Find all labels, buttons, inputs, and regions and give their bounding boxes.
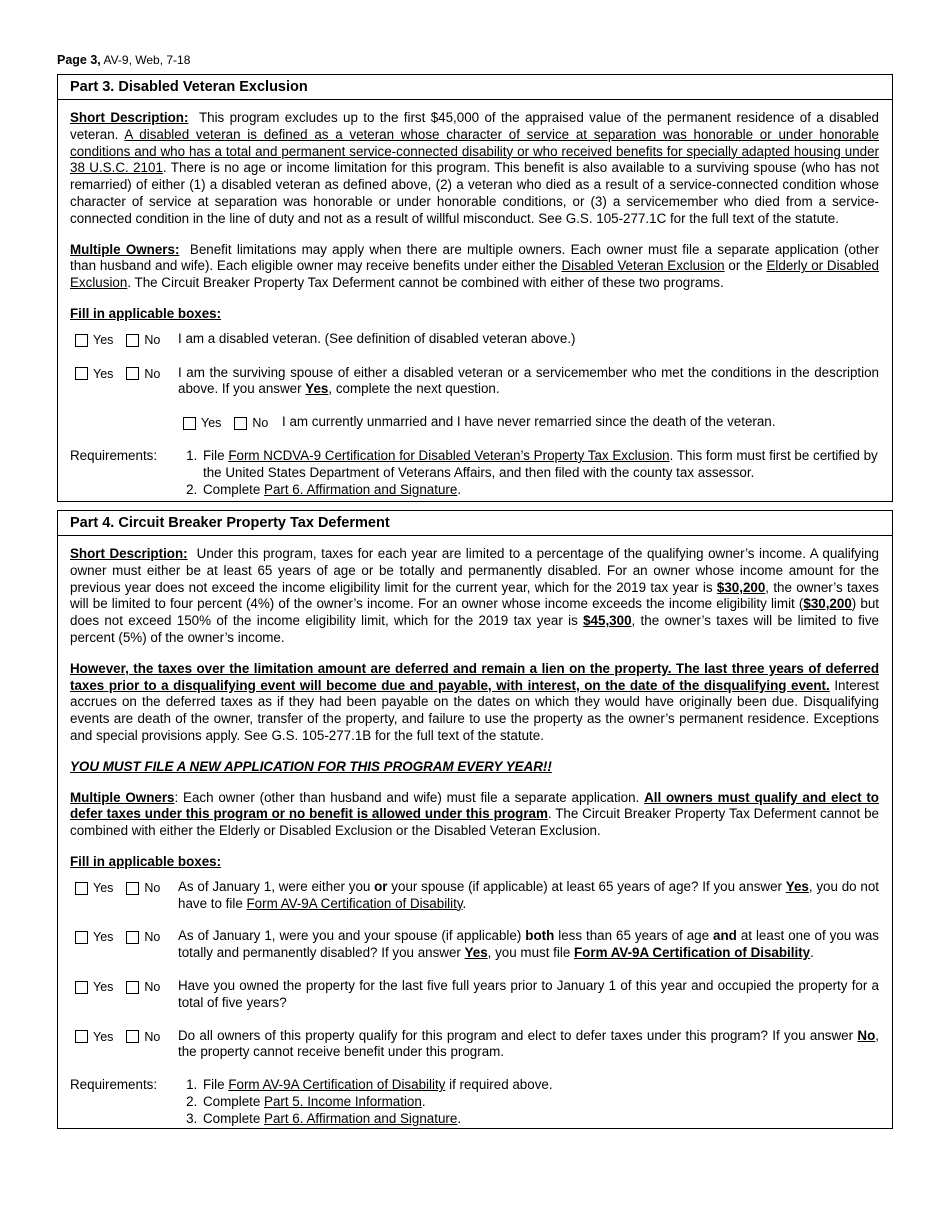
text: . The Circuit Breaker Property Tax Deferment cannot be combined with either the Elderly or Disabled Exclusion or the Disabled Veteran Exclusion. (70, 806, 879, 839)
question-text: I am a disabled veteran. (See definition of disabled veteran above.) (178, 330, 576, 346)
page-number: Page 3, (57, 53, 101, 67)
part4-title: Part 4. Circuit Breaker Property Tax Deferment (58, 511, 892, 536)
requirement-item (201, 1094, 879, 1111)
text: your spouse (if applicable) at least 65 years of age? If you answer (387, 878, 786, 894)
part4-fill-label: Fill in applicable boxes: (70, 853, 222, 869)
part3-question-unmarried (178, 414, 879, 432)
part3-fill-label: Fill in applicable boxes: (70, 305, 222, 321)
requirement-item (201, 448, 879, 482)
requirements-label: Requirements: (70, 1077, 158, 1093)
income-limit-amount: $30,200 (716, 579, 766, 595)
p3q1-yes-checkbox[interactable] (75, 334, 88, 347)
text: As of January 1, were you and your spouse (if applicable) (178, 928, 526, 944)
yes-label: Yes (93, 979, 114, 994)
no-label: No (144, 930, 161, 945)
short-description-label: Short Description: (70, 546, 188, 561)
text: , complete the next question. (328, 381, 500, 397)
part3-multiple-owners (70, 242, 879, 292)
yes-label: Yes (93, 332, 114, 347)
short-description-text-2: . There is no age or income limitation for this program. This benefit is also available to a surviving spouse (who has not remarried) of either (1) a disabled veteran as defined above, (2) a veteran who died as a result of a service-connected condition whose character of service at separation was honorable or under honorable conditions, or (3) a servicemember who died from a service-connected condition in the line of duty and not as a result of willful misconduct. See G.S. 105-277.1C for the full text of the statute. (70, 160, 879, 226)
question-text (178, 928, 879, 962)
no-emphasis: No (857, 1027, 876, 1043)
text: . (421, 1093, 426, 1109)
multiple-owners-label: Multiple Owners: (70, 241, 180, 257)
yes-label: Yes (93, 1029, 114, 1044)
part4-annual-filing-notice (70, 759, 879, 776)
part4-deferral-warning (70, 661, 879, 745)
text: Under this program, taxes for each year are limited to a percentage of the qualifying owner’s income. A qualifying owner must either be at least 65 years of age or be totally and permanently disabled. For an owner whose income amount for the previous year does not exceed the income eligibility limit for the current year, which for the 2019 tax year is (70, 546, 879, 595)
no-label: No (144, 979, 161, 994)
text: both (525, 928, 555, 944)
multiple-owners-text-3: . The Circuit Breaker Property Tax Deferment cannot be combined with either of these two programs. (127, 275, 724, 291)
part4-question-age (70, 879, 879, 913)
part4-multiple-owners (70, 790, 879, 840)
part5-link[interactable]: Part 5. Income Information (264, 1093, 422, 1109)
text: Interest accrues on the deferred taxes as if they had been payable on the dates on which they would have originally been due. Disqualifying events are death of the owner, transfer of the property, and failure to use the property as the owner’s permanent residence. Exceptions and special provisions apply. See G.S. 105-277.1B for the full text of the statute. (70, 677, 879, 743)
question-text (178, 365, 879, 399)
text: . (457, 481, 462, 497)
part6-link[interactable]: Part 6. Affirmation and Signature (264, 481, 458, 497)
p3q3-yes-checkbox[interactable] (183, 417, 196, 430)
no-label: No (144, 366, 161, 381)
text: : Each owner (other than husband and wife) must file a separate application. (174, 789, 645, 805)
yes-emphasis: Yes (785, 878, 809, 894)
p4q2-no-checkbox[interactable] (126, 931, 139, 944)
no-label: No (252, 416, 269, 431)
part3-question-surviving-spouse (70, 365, 879, 399)
yes-label: Yes (93, 880, 114, 895)
text: I am the surviving spouse of either a disabled veteran or a servicemember who met the conditions in the description above. If you answer (178, 364, 879, 397)
text: As of January 1, were either you (178, 878, 375, 894)
part4-requirements (70, 1077, 879, 1127)
p4q1-yes-checkbox[interactable] (75, 882, 88, 895)
deferral-warning-bold: However, the taxes over the limitation amount are deferred and remain a lien on the property. The last three years of deferred taxes prior to a disqualifying event will become due and payable, with interest, on the date of the disqualifying event. (70, 660, 879, 693)
question-text (178, 879, 879, 913)
upper-limit-amount: $45,300 (583, 613, 632, 629)
text: File (203, 1077, 229, 1093)
text: Complete (203, 1093, 265, 1109)
text: File (203, 447, 229, 463)
requirement-item (201, 1111, 879, 1128)
p4q4-yes-checkbox[interactable] (75, 1030, 88, 1043)
part4-question-all-owners (70, 1028, 879, 1062)
yes-label: Yes (93, 930, 114, 945)
part3-short-description (70, 110, 879, 228)
elderly-disabled-exclusion-link[interactable]: Elderly or Disabled Exclusion (70, 258, 880, 291)
disabled-veteran-exclusion-link[interactable]: Disabled Veteran Exclusion (561, 258, 725, 274)
av-9a-form-link[interactable]: Form AV-9A Certification of Disability (228, 1077, 446, 1093)
text: if required above. (445, 1077, 553, 1093)
requirement-item (201, 482, 879, 499)
short-description-text: This program excludes up to the first $45,000 of the appraised value of the permanent residence of a disabled veteran. (70, 110, 880, 142)
no-label: No (144, 332, 161, 347)
text: . This form must first be certified by the United States Department of Veterans Affairs, and then filed with the county tax assessor. (203, 447, 878, 480)
multiple-owners-text: Benefit limitations may apply when there are multiple owners. Each owner must file a separate application (other than husband and wife). Each eligible owner may receive benefits under either the (70, 241, 879, 274)
text: less than 65 years of age (554, 928, 714, 944)
all-owners-notice: All owners must qualify and elect to defer taxes under this program or no benefit is allowed under this program (70, 789, 879, 822)
text: or (374, 878, 388, 894)
disabled-veteran-definition: A disabled veteran is defined as a veteran whose character of service at separation was honorable or under honorable conditions and who has a total and permanent service-connected disability or who received benefits for specially adapted housing under 38 U.S.C. 2101 (70, 126, 879, 176)
text: , you do not have to file (178, 878, 879, 911)
yes-label: Yes (201, 416, 222, 431)
question-text: I am currently unmarried and I have never remarried since the death of the veteran. (282, 414, 776, 430)
form-meta: AV-9, Web, 7-18 (103, 53, 191, 67)
p3q2-yes-checkbox[interactable] (75, 367, 88, 380)
p3q1-no-checkbox[interactable] (126, 334, 139, 347)
p4q3-yes-checkbox[interactable] (75, 981, 88, 994)
p4q1-no-checkbox[interactable] (126, 882, 139, 895)
p3q2-no-checkbox[interactable] (126, 367, 139, 380)
text: . (457, 1110, 462, 1126)
part3-requirements (70, 448, 879, 498)
income-limit-amount: $30,200 (803, 596, 852, 612)
part4-section (57, 510, 893, 1129)
yes-emphasis: Yes (464, 945, 488, 961)
text: , the owner’s taxes will be limited to five percent (5%) of the owner’s income. (70, 613, 879, 645)
requirements-label: Requirements: (70, 447, 158, 463)
text: . (810, 945, 814, 961)
question-text (178, 1028, 879, 1062)
p4q3-no-checkbox[interactable] (126, 981, 139, 994)
text: Complete (203, 1110, 265, 1126)
part3-section (57, 74, 893, 502)
p3q3-no-checkbox[interactable] (234, 417, 247, 430)
multiple-owners-label: Multiple Owners (70, 789, 175, 805)
p4q4-no-checkbox[interactable] (126, 1030, 139, 1043)
text: , you must file (487, 945, 574, 961)
yes-label: Yes (93, 366, 114, 381)
no-label: No (144, 880, 161, 895)
requirement-item (201, 1077, 879, 1094)
part4-question-ownership (70, 978, 879, 1012)
av-9a-form-link[interactable]: Form AV-9A Certification of Disability (246, 895, 463, 911)
p4q2-yes-checkbox[interactable] (75, 931, 88, 944)
av-9a-form-link[interactable]: Form AV-9A Certification of Disability (574, 945, 811, 961)
text: Do all owners of this property qualify for this program and elect to defer taxes under this program? If you answer (178, 1027, 858, 1043)
page-header (57, 53, 190, 67)
part4-question-disability (70, 928, 879, 962)
text: , the property cannot receive benefit under this program. (178, 1027, 879, 1060)
annual-filing-notice: YOU MUST FILE A NEW APPLICATION FOR THIS PROGRAM EVERY YEAR!! (70, 758, 552, 774)
text: , the owner’s taxes will be limited to four percent (4%) of the owner’s income. For an owner whose income exceeds the income eligibility limit ( (70, 579, 879, 612)
text: ) but does not exceed 150% of the income eligibility limit, which for the 2019 tax year is (70, 596, 880, 629)
short-description-label: Short Description: (70, 110, 189, 125)
text: Complete (203, 481, 265, 497)
multiple-owners-text-2: or the (724, 258, 767, 274)
text: at least one of you was totally and permanently disabled? If you answer (178, 928, 879, 961)
text: and (713, 928, 737, 944)
part3-title: Part 3. Disabled Veteran Exclusion (58, 75, 892, 100)
part4-short-description (70, 546, 879, 647)
text: . (462, 895, 467, 911)
ncdva-9-form-link[interactable]: Form NCDVA-9 Certification for Disabled Veteran’s Property Tax Exclusion (228, 447, 670, 463)
part3-question-disabled-veteran (70, 331, 879, 349)
yes-emphasis: Yes (305, 381, 329, 397)
question-text: Have you owned the property for the last five full years prior to January 1 of this year and occupied the property for a total of five years? (178, 977, 879, 1010)
no-label: No (144, 1029, 161, 1044)
part6-link[interactable]: Part 6. Affirmation and Signature (264, 1110, 458, 1126)
